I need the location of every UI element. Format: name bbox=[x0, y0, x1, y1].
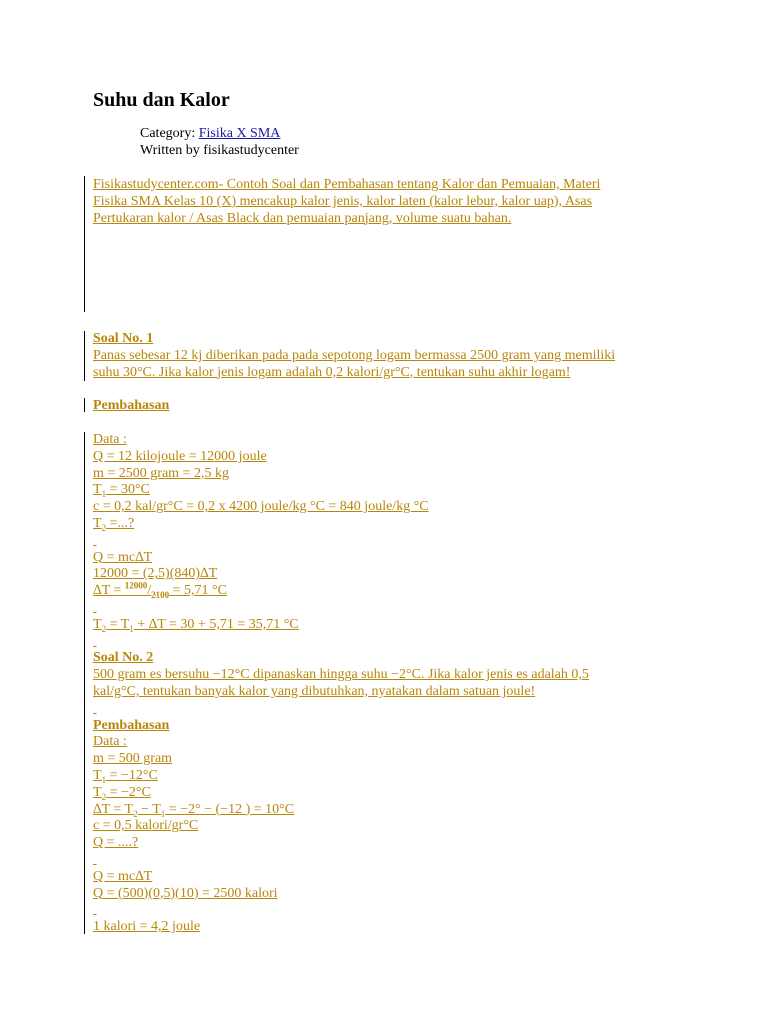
soal-2-heading: Soal No. 2 bbox=[93, 650, 154, 666]
soal-2-line: 500 gram es bersuhu −12°C dipanaskan hingga suhu −2°C. Jika kalor jenis es adalah 0,5 bbox=[93, 667, 589, 683]
intro-line: Fisikastudycenter.com- Contoh Soal dan Pembahasan tentang Kalor dan Pemuaian, Materi bbox=[93, 177, 601, 192]
data-m: m = 2500 gram = 2,5 kg bbox=[93, 465, 229, 481]
formula-line: Q = mc∆T bbox=[93, 549, 153, 565]
soal-1-line: Panas sebesar 12 kj diberikan pada pada sepotong logam bermassa 2500 gram yang memiliki bbox=[93, 347, 616, 363]
formula-line: Q = (500)(0,5)(10) = 2500 kalori bbox=[93, 885, 278, 901]
intro-paragraph bbox=[93, 177, 693, 227]
category-link[interactable]: Fisika X SMA bbox=[198, 126, 281, 141]
pembahasan-2-heading: Pembahasan bbox=[93, 717, 170, 733]
category-label: Category: bbox=[140, 126, 199, 141]
soal-1-line: suhu 30°C. Jika kalor jenis logam adalah 0,2 kalori/gr°C, tentukan suhu akhir logam! bbox=[93, 364, 571, 380]
intro-line: Fisika SMA Kelas 10 (X) mencakup kalor jenis, kalor laten (kalor lebur, kalor uap), Asas bbox=[93, 193, 593, 209]
data-q: Q = 12 kilojoule = 12000 joule bbox=[93, 448, 267, 464]
soal-1-heading: Soal No. 1 bbox=[93, 331, 154, 346]
data-q: Q = ....? bbox=[93, 835, 139, 851]
pembahasan-1-heading-block bbox=[93, 398, 693, 415]
data-t1: $T_1 = 30^\circ C$ bbox=[93, 482, 150, 500]
data-m: m = 500 gram bbox=[93, 751, 173, 767]
data-t2: $T_2$ =...? bbox=[93, 515, 135, 533]
data-t1: $T_1 = -12^\circ C$ bbox=[93, 767, 158, 785]
data-dt: $\Delta T = T_2 - T_1 = -2^\circ - (-12$ ) = 10°C bbox=[93, 801, 295, 819]
data-c: c = 0,2 kal/gr°C = 0,2 x 4200 joule/kg °C = 840 joule/kg °C bbox=[93, 499, 429, 515]
data-t2: $T_2 = -2^\circ C$ bbox=[93, 784, 151, 802]
data-c: c = 0,5 kalori/gr°C bbox=[93, 818, 199, 834]
author-line: Written by fisikastudycenter bbox=[140, 143, 299, 158]
pembahasan-1-heading: Pembahasan bbox=[93, 398, 170, 413]
change-bar bbox=[84, 331, 85, 381]
soal-2-line: kal/g°C, tentukan banyak kalor yang dibutuhkan, nyatakan dalam satuan joule! bbox=[93, 683, 536, 699]
change-bar bbox=[84, 398, 85, 412]
data-label: Data : bbox=[93, 432, 127, 447]
conversion-line: 1 kalori = 4,2 joule bbox=[93, 919, 201, 935]
data-label: Data : bbox=[93, 734, 127, 750]
formula-line: $\Delta T = ^{12000}/_{2100} = 5,71$ °C bbox=[93, 580, 227, 600]
result-line: $T_2 = T_1 + \Delta T = 30 + 5,71 = 35,71$ °C bbox=[93, 616, 299, 634]
formula-line: 12000 = (2,5)(840)∆T bbox=[93, 566, 218, 582]
formula-line: Q = mc∆T bbox=[93, 868, 153, 884]
intro-line: Pertukaran kalor / Asas Black dan pemuaian panjang, volume suatu bahan. bbox=[93, 210, 512, 226]
change-bar bbox=[84, 432, 85, 934]
change-bar bbox=[84, 176, 85, 312]
article-meta bbox=[140, 125, 299, 159]
soal-1 bbox=[93, 331, 693, 381]
page-title: Suhu dan Kalor bbox=[93, 89, 230, 111]
category-line bbox=[140, 125, 299, 142]
pembahasan-1 bbox=[93, 432, 693, 936]
